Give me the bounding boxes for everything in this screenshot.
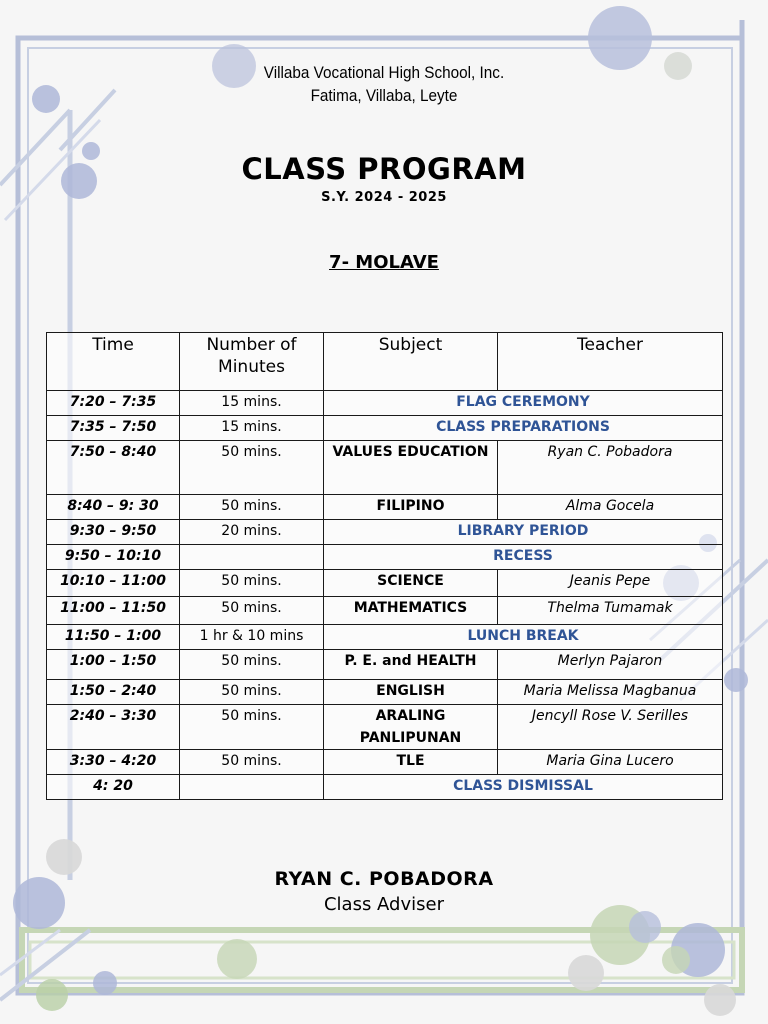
time-cell: 1:00 – 1:50 bbox=[47, 650, 180, 680]
subject-cell: TLE bbox=[324, 750, 498, 775]
table-row bbox=[47, 520, 723, 545]
schedule-rows bbox=[47, 391, 723, 800]
table-row bbox=[47, 650, 723, 680]
table-row bbox=[47, 495, 723, 520]
header-subject: Subject bbox=[324, 333, 498, 391]
minutes-cell: 50 mins. bbox=[180, 680, 324, 705]
subject-cell: MATHEMATICS bbox=[324, 597, 498, 625]
header-minutes: Number of Minutes bbox=[180, 333, 324, 391]
adviser-role: Class Adviser bbox=[323, 894, 444, 915]
minutes-cell: 50 mins. bbox=[180, 495, 324, 520]
time-cell: 1:50 – 2:40 bbox=[47, 680, 180, 705]
table-header-row bbox=[47, 333, 723, 391]
header-teacher: Teacher bbox=[498, 333, 723, 391]
minutes-cell: 15 mins. bbox=[180, 391, 324, 416]
teacher-cell: Maria Gina Lucero bbox=[498, 750, 723, 775]
section-name: 7- MOLAVE bbox=[329, 252, 439, 273]
subject-cell: ENGLISH bbox=[324, 680, 498, 705]
time-cell: 9:50 – 10:10 bbox=[47, 545, 180, 570]
table-row bbox=[47, 545, 723, 570]
table-row bbox=[47, 391, 723, 416]
time-cell: 11:00 – 11:50 bbox=[47, 597, 180, 625]
time-cell: 7:20 – 7:35 bbox=[47, 391, 180, 416]
table-row bbox=[47, 597, 723, 625]
teacher-cell: Merlyn Pajaron bbox=[498, 650, 723, 680]
table-row bbox=[47, 441, 723, 495]
school-address: Fatima, Villaba, Leyte bbox=[310, 86, 458, 105]
school-name: Villaba Vocational High School, Inc. bbox=[263, 63, 505, 82]
table-row bbox=[47, 750, 723, 775]
subject-cell: FILIPINO bbox=[324, 495, 498, 520]
minutes-cell: 1 hr & 10 mins bbox=[180, 625, 324, 650]
teacher-cell: Jencyll Rose V. Serilles bbox=[498, 705, 723, 750]
table-row bbox=[47, 570, 723, 597]
event-cell: FLAG CEREMONY bbox=[324, 391, 723, 416]
time-cell: 10:10 – 11:00 bbox=[47, 570, 180, 597]
school-year: S.Y. 2024 - 2025 bbox=[321, 190, 447, 205]
teacher-cell: Jeanis Pepe bbox=[498, 570, 723, 597]
time-cell: 7:50 – 8:40 bbox=[47, 441, 180, 495]
minutes-cell: 50 mins. bbox=[180, 750, 324, 775]
time-cell: 4: 20 bbox=[47, 775, 180, 800]
minutes-cell: 50 mins. bbox=[180, 441, 324, 495]
header-time: Time bbox=[47, 333, 180, 391]
minutes-cell bbox=[180, 545, 324, 570]
teacher-cell: Maria Melissa Magbanua bbox=[498, 680, 723, 705]
teacher-cell: Ryan C. Pobadora bbox=[498, 441, 723, 495]
teacher-cell: Alma Gocela bbox=[498, 495, 723, 520]
event-cell: CLASS PREPARATIONS bbox=[324, 416, 723, 441]
adviser-name: RYAN C. POBADORA bbox=[274, 868, 494, 890]
subject-cell: P. E. and HEALTH bbox=[324, 650, 498, 680]
table-row bbox=[47, 775, 723, 800]
event-cell: LIBRARY PERIOD bbox=[324, 520, 723, 545]
table-row bbox=[47, 625, 723, 650]
table-row bbox=[47, 416, 723, 441]
table-row bbox=[47, 680, 723, 705]
event-cell: LUNCH BREAK bbox=[324, 625, 723, 650]
subject-cell: ARALING PANLIPUNAN bbox=[324, 705, 498, 750]
subject-cell: VALUES EDUCATION bbox=[324, 441, 498, 495]
time-cell: 3:30 – 4:20 bbox=[47, 750, 180, 775]
time-cell: 9:30 – 9:50 bbox=[47, 520, 180, 545]
minutes-cell: 15 mins. bbox=[180, 416, 324, 441]
class-schedule-table bbox=[46, 332, 723, 800]
time-cell: 2:40 – 3:30 bbox=[47, 705, 180, 750]
minutes-cell: 50 mins. bbox=[180, 650, 324, 680]
minutes-cell: 50 mins. bbox=[180, 705, 324, 750]
teacher-cell: Thelma Tumamak bbox=[498, 597, 723, 625]
event-cell: RECESS bbox=[324, 545, 723, 570]
minutes-cell: 20 mins. bbox=[180, 520, 324, 545]
event-cell: CLASS DISMISSAL bbox=[324, 775, 723, 800]
table-row bbox=[47, 705, 723, 750]
minutes-cell: 50 mins. bbox=[180, 570, 324, 597]
time-cell: 7:35 – 7:50 bbox=[47, 416, 180, 441]
minutes-cell: 50 mins. bbox=[180, 597, 324, 625]
time-cell: 8:40 – 9: 30 bbox=[47, 495, 180, 520]
subject-cell: SCIENCE bbox=[324, 570, 498, 597]
time-cell: 11:50 – 1:00 bbox=[47, 625, 180, 650]
document-title: CLASS PROGRAM bbox=[241, 152, 527, 186]
minutes-cell bbox=[180, 775, 324, 800]
